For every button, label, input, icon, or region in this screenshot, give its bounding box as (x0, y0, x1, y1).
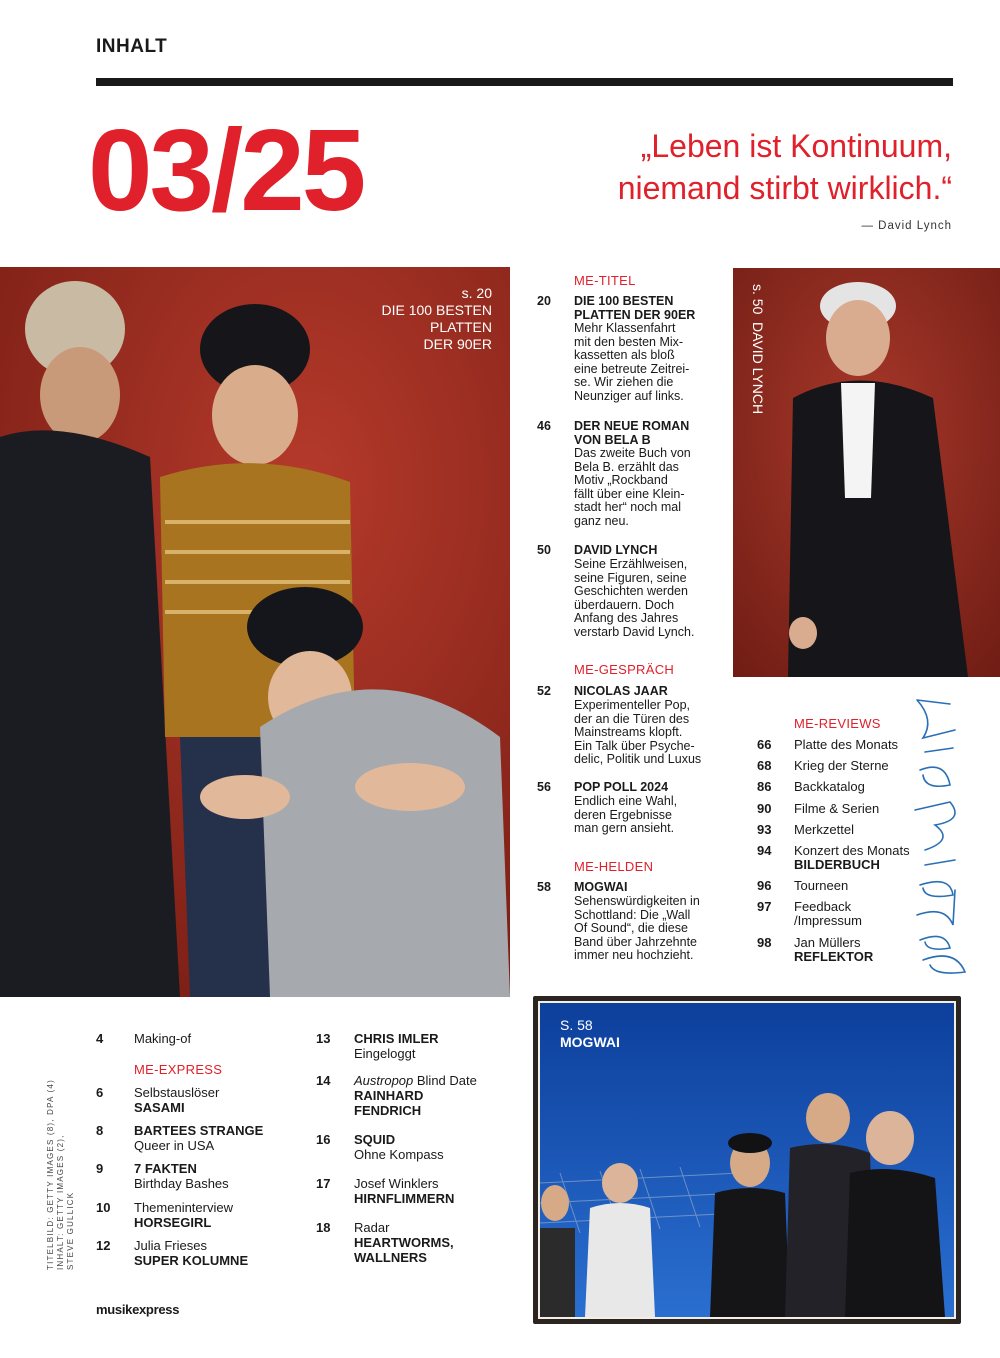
desc-line: Of Sound“, die diese (574, 921, 688, 935)
desc-line: der an die Türen des (574, 711, 690, 726)
mogwai-photo (540, 1003, 954, 1317)
section-me-gespraech: ME-GESPRÄCH (574, 662, 675, 677)
desc-line: Ein Talk über Psyche- (574, 738, 695, 753)
caption-line-1: DIE 100 BESTEN (381, 302, 492, 318)
entry-line-bold: BILDERBUCH (794, 857, 880, 872)
issue-number: 03/25 (88, 105, 364, 235)
page-number: 86 (757, 779, 772, 794)
page-number: 96 (757, 878, 772, 893)
bottom-entry-13[interactable] (316, 1031, 516, 1063)
page-number: 56 (537, 780, 551, 794)
page-number: 14 (316, 1073, 331, 1088)
section-me-helden: ME-HELDEN (574, 859, 654, 874)
page-number: 12 (96, 1238, 111, 1253)
page-number: 94 (757, 843, 772, 858)
credit-line: STEVE GULLICK (66, 1191, 75, 1270)
entry-italic: Austropop (354, 1073, 414, 1088)
page-number: 50 (537, 543, 551, 557)
section-me-reviews: ME-REVIEWS (794, 716, 881, 731)
bottom-entry-18[interactable] (316, 1220, 516, 1268)
entry-text (354, 1132, 524, 1162)
entry-line-bold: SUPER KOLUMNE (134, 1253, 249, 1268)
entry-text: Backkatalog (794, 779, 865, 794)
main-photo (0, 267, 510, 997)
page-number: 18 (316, 1220, 331, 1235)
bottom-entry-17[interactable] (316, 1176, 516, 1208)
entry-line: Birthday Bashes (134, 1176, 229, 1191)
photo-credits (46, 1030, 88, 1270)
desc-line: Das zweite Buch von (574, 446, 691, 460)
desc-line: Band über Jahrzehnte (574, 934, 698, 949)
desc-line: überdauern. Doch (574, 597, 675, 612)
desc-line: Mainstreams klopft. (574, 725, 683, 739)
toc-entry-50[interactable] (537, 544, 737, 644)
desc-line: mit den besten Mix- (574, 334, 684, 349)
entry-line: Eingeloggt (354, 1046, 416, 1061)
credit-line: TITELBILD: GETTY IMAGES (8), DPA (4) (46, 1079, 55, 1270)
desc-line: Neunziger auf links. (574, 388, 684, 403)
entry-line-bold: CHRIS IMLER (354, 1031, 439, 1046)
entry-text: Filme & Serien (794, 801, 880, 816)
section-me-titel: ME-TITEL (574, 273, 636, 288)
entry-line: Themeninterview (134, 1200, 233, 1215)
entry-description (574, 322, 729, 403)
entry-description (574, 447, 729, 528)
desc-line: stadt her“ noch mal (574, 500, 681, 514)
mogwai-caption (560, 1017, 620, 1051)
entry-line-bold: 7 FAKTEN (134, 1161, 197, 1176)
entry-line: Ohne Kompass (354, 1147, 444, 1162)
bottom-entry-10[interactable] (96, 1200, 296, 1232)
lynch-caption (749, 284, 766, 414)
desc-line: Mehr Klassenfahrt (574, 321, 676, 335)
entry-text (134, 1161, 304, 1191)
entry-title: DAVID LYNCH (574, 543, 658, 557)
desc-line: verstarb David Lynch. (574, 624, 695, 639)
portrait-illustration (733, 268, 1000, 677)
page-number: 46 (537, 419, 551, 433)
entry-line: /Impressum (794, 913, 862, 928)
entry-text (134, 1123, 304, 1153)
entry-text (134, 1085, 304, 1115)
quote-line-1: „Leben ist Kontinuum, (640, 128, 952, 164)
entry-title: POP POLL 2024 (574, 780, 669, 794)
caption-line-3: DER 90ER (423, 336, 492, 352)
brand-logo: musikexpress (96, 1302, 180, 1317)
bottom-entry-12[interactable] (96, 1238, 296, 1270)
desc-line: ganz neu. (574, 513, 629, 528)
entry-description (574, 558, 729, 639)
caption-line-2: PLATTEN (430, 319, 492, 335)
desc-line: eine betreute Zeitrei- (574, 361, 690, 376)
entry-line: Julia Frieses (134, 1238, 207, 1253)
entry-line: Radar (354, 1220, 390, 1235)
entry-line: Feedback (794, 899, 852, 914)
mogwai-photo-frame (533, 996, 961, 1324)
desc-line: Motiv „Rockband (574, 473, 668, 487)
bottom-entry-6[interactable] (96, 1085, 296, 1117)
entry-description (574, 895, 734, 963)
page-number: 90 (757, 801, 772, 816)
title-line: DER NEUE ROMAN (574, 419, 690, 433)
page-number: 6 (96, 1085, 104, 1100)
toc-entry-52[interactable] (537, 685, 737, 770)
desc-line: deren Ergebnisse (574, 807, 672, 822)
entry-line: Konzert des Monats (794, 843, 910, 858)
handwritten-signature (895, 690, 985, 980)
desc-line: Anfang des Jahres (574, 611, 679, 625)
desc-line: seine Figuren, seine (574, 570, 687, 585)
toc-entry-46[interactable] (537, 420, 737, 535)
entry-text (134, 1200, 304, 1230)
page-number: 52 (537, 684, 551, 698)
page-number: 93 (757, 822, 772, 837)
entry-title (574, 420, 724, 447)
entry-line-bold: SQUID (354, 1132, 396, 1147)
desc-line: Geschichten werden (574, 584, 688, 598)
entry-line-bold: HEARTWORMS, (354, 1235, 454, 1250)
entry-line: Jan Müllers (794, 935, 861, 950)
entry-text (354, 1176, 524, 1206)
page-number: 16 (316, 1132, 331, 1147)
desc-line: kassetten als bloß (574, 348, 675, 362)
entry-line: Josef Winklers (354, 1176, 439, 1191)
bottom-entry-9[interactable] (96, 1161, 296, 1193)
caption-name: DAVID LYNCH (750, 322, 766, 415)
quote-author: — David Lynch (861, 220, 952, 232)
entry-text (134, 1238, 304, 1268)
page-number: 20 (537, 294, 551, 308)
caption-page: s. 20 (461, 285, 492, 301)
desc-line: Seine Erzählweisen, (574, 557, 688, 571)
entry-line (354, 1073, 524, 1088)
page-number: 66 (757, 737, 772, 752)
desc-line: Endlich eine Wahl, (574, 794, 678, 808)
entry-text (354, 1073, 524, 1118)
entry-title: MOGWAI (574, 880, 628, 894)
entry-line-bold: HORSEGIRL (134, 1215, 212, 1230)
bottom-entry-14[interactable] (316, 1073, 516, 1121)
page-number: 17 (316, 1176, 331, 1191)
section-title: INHALT (96, 36, 168, 57)
desc-line: se. Wir ziehen die (574, 375, 674, 389)
desc-line: man gern ansieht. (574, 821, 675, 835)
desc-line: Sehenswürdigkeiten in (574, 894, 700, 908)
page-number: 9 (96, 1161, 104, 1176)
caption-name: MOGWAI (560, 1034, 620, 1050)
entry-line-bold: BARTEES STRANGE (134, 1123, 264, 1138)
entry-text: Making-of (134, 1031, 192, 1046)
section-me-express: ME-EXPRESS (134, 1062, 223, 1077)
desc-line: Experimenteller Pop, (574, 698, 691, 712)
caption-page: s. 50 (750, 284, 766, 315)
entry-line-bold: REFLEKTOR (794, 949, 874, 964)
quote-line-2: niemand stirbt wirklich.“ (617, 170, 952, 206)
entry-title: DIE 100 BESTEN PLATTEN DER 90ER (574, 294, 696, 322)
entry-line: Queer in USA (134, 1138, 215, 1153)
header-rule (96, 78, 953, 86)
caption-page: S. 58 (560, 1017, 593, 1033)
entry-text (354, 1031, 524, 1061)
entry-line-bold: RAINHARD (354, 1088, 424, 1103)
desc-line: fällt über eine Klein- (574, 486, 685, 501)
entry-line-bold: SASAMI (134, 1100, 185, 1115)
entry-description (574, 795, 729, 836)
lynch-photo (733, 268, 1000, 677)
page-number: 4 (96, 1031, 104, 1046)
title-line: VON BELA B (574, 432, 651, 447)
page-number: 97 (757, 899, 772, 914)
bottom-entry-16[interactable] (316, 1132, 516, 1164)
entry-text: Krieg der Sterne (794, 758, 889, 773)
toc-entry-56[interactable] (537, 781, 737, 841)
toc-entry-58[interactable] (537, 881, 737, 966)
entry-text (354, 1220, 524, 1265)
page-number: 10 (96, 1200, 111, 1215)
entry-text: Merkzettel (794, 822, 854, 837)
desc-line: Bela B. erzählt das (574, 459, 679, 474)
entry-line-bold: FENDRICH (354, 1103, 422, 1118)
band-photo-illustration (0, 267, 510, 997)
desc-line: immer neu hochzieht. (574, 948, 694, 962)
entry-line-bold: WALLNERS (354, 1250, 427, 1265)
page-number: 13 (316, 1031, 331, 1046)
page-number: 68 (757, 758, 772, 773)
desc-line: delic, Politik und Luxus (574, 752, 702, 766)
main-photo-caption (382, 285, 493, 353)
entry-line: Selbstauslöser (134, 1085, 220, 1100)
page-number: 98 (757, 935, 772, 950)
entry-title: NICOLAS JAAR (574, 684, 668, 698)
credit-line: INHALT: GETTY IMAGES (2), (56, 1134, 65, 1270)
bottom-entry-4[interactable] (96, 1031, 296, 1049)
page-number: 8 (96, 1123, 104, 1138)
desc-line: Schottland: Die „Wall (574, 907, 691, 922)
page-number: 58 (537, 880, 551, 894)
entry-line-bold: HIRNFLIMMERN (354, 1191, 455, 1206)
entry-text: Tourneen (794, 878, 849, 893)
toc-entry-20[interactable] (537, 295, 737, 410)
entry-text: Platte des Monats (794, 737, 899, 752)
bottom-entry-8[interactable] (96, 1123, 296, 1155)
entry-description (574, 699, 729, 767)
entry-text-part: Blind Date (413, 1073, 477, 1088)
